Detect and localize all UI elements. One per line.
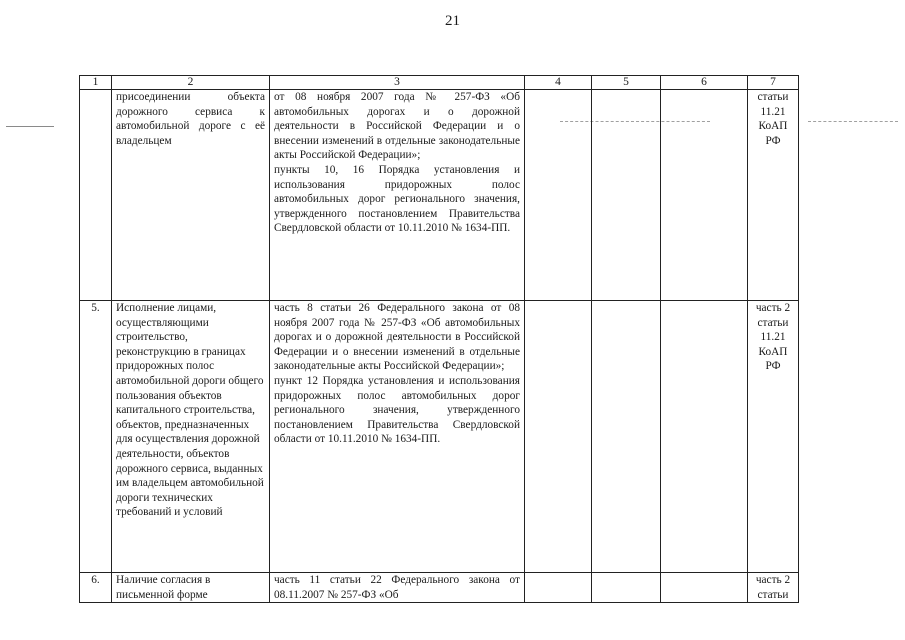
empty-cell-col6 — [661, 90, 748, 301]
inspection-table — [79, 75, 799, 603]
koap-reference-cell — [748, 573, 799, 603]
koap-line: часть 2 — [755, 302, 791, 314]
legal-basis-cell — [270, 90, 525, 301]
scan-artifact-right — [808, 121, 898, 122]
requirement-cell: присоединении объекта дорожного сервиса к автомобильной дороге с её владельцем — [112, 90, 270, 301]
empty-cell-col5 — [592, 573, 661, 603]
row-number: 5. — [80, 301, 112, 573]
header-col-2: 2 — [112, 76, 270, 90]
page-number: 21 — [445, 13, 460, 29]
header-col-1: 1 — [80, 76, 112, 90]
row-number: 6. — [80, 573, 112, 603]
requirement-cell: Наличие согласия в письменной форме — [112, 573, 270, 603]
koap-line: статьи — [757, 588, 789, 601]
empty-cell-col4 — [525, 90, 592, 301]
legal-basis-cell — [270, 573, 525, 603]
header-col-7: 7 — [748, 76, 799, 90]
empty-cell-col6 — [661, 301, 748, 573]
header-col-3: 3 — [270, 76, 525, 90]
empty-cell-col6 — [661, 573, 748, 603]
table-row-continued — [80, 90, 799, 301]
koap-line: 11.21 — [760, 105, 786, 118]
header-row — [80, 76, 799, 90]
empty-cell-col4 — [525, 573, 592, 603]
empty-cell-col5 — [592, 301, 661, 573]
koap-line: часть 2 — [755, 574, 791, 586]
row-number — [80, 90, 112, 301]
header-col-6: 6 — [661, 76, 748, 90]
legal-basis-cell — [270, 301, 525, 573]
koap-line: 11.21 — [760, 331, 786, 344]
empty-cell-col5 — [592, 90, 661, 301]
koap-reference-cell — [748, 301, 799, 573]
scan-artifact-left — [6, 126, 54, 127]
koap-line: КоАП РФ — [758, 345, 788, 373]
koap-line: КоАП РФ — [758, 120, 788, 147]
header-col-4: 4 — [525, 76, 592, 90]
table-row-5 — [80, 301, 799, 573]
koap-line: статьи — [757, 91, 789, 103]
empty-cell-col4 — [525, 301, 592, 573]
legal-basis-paragraph: пункт 12 Порядка установления и использования придорожных полос автомобильных дорог регионального значения, утвержденного постановлением Правительства Свердловской области от 10.11.2010 № 1634-ПП. — [274, 374, 520, 446]
table-row-6 — [80, 573, 799, 603]
legal-basis-paragraph: часть 11 статьи 22 Федерального закона от 08.11.2007 № 257-ФЗ «Об — [274, 574, 520, 601]
koap-line: статьи — [757, 316, 789, 329]
koap-reference-cell — [748, 90, 799, 301]
legal-basis-paragraph: часть 8 статьи 26 Федерального закона от 08 ноября 2007 года № 257-ФЗ «Об автомобильных дорогах и о дорожной деятельности в Российской Федерации и о внесении изменений в отдельные законодательные акты Российской Федерации»; — [274, 302, 520, 373]
legal-basis-paragraph: пункты 10, 16 Порядка установления и использования придорожных полос автомобильных дорог регионального значения, утвержденного постановлением Правительства Свердловской области от 10.11.2010 № 1634-ПП. — [274, 163, 520, 235]
requirement-cell: Исполнение лицами, осуществляющими строительство, реконструкцию в границах придорожных полос автомобильной дороги общего пользования объектов капитального строительства, объектов, предназначенных для осуществления дорожной деятельности, объектов дорожного сервиса, выданных им владельцем автомобильной дороги технических требований и условий — [112, 301, 270, 573]
header-col-5: 5 — [592, 76, 661, 90]
legal-basis-paragraph: от 08 ноября 2007 года № 257-ФЗ «Об автомобильных дорогах и о дорожной деятельности в Российской Федерации и о внесении изменений в отдельные законодательные акты Российской Федерации»; — [274, 91, 520, 162]
